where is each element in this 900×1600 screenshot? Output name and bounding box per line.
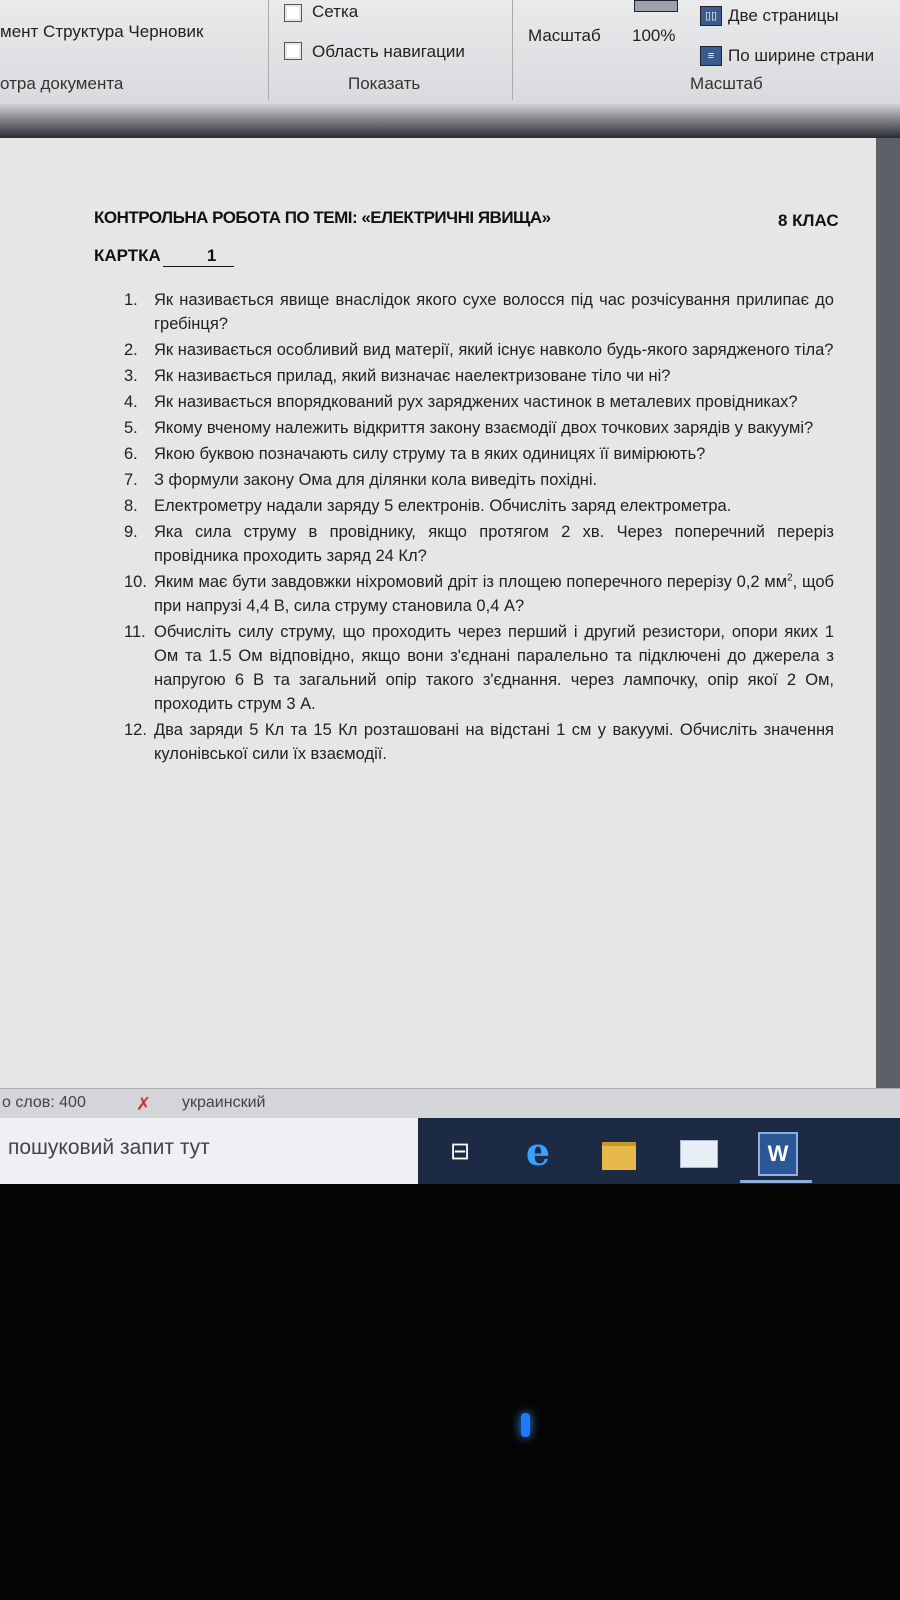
question-number: 8.	[124, 497, 138, 515]
superscript: 2	[787, 572, 793, 584]
ribbon-separator	[268, 0, 269, 100]
question-text: Якою буквою позначають силу струму та в яких одиницях її вимірюють?	[154, 445, 706, 463]
group-label-show: Показать	[348, 74, 421, 93]
question-item	[124, 620, 834, 716]
proofing-error-icon[interactable]: ✗	[136, 1094, 152, 1114]
one-page-icon[interactable]	[634, 0, 678, 12]
two-pages-icon: ▯▯	[700, 6, 722, 26]
power-led-indicator	[521, 1413, 530, 1437]
question-text: Як називається явище внаслідок якого сухе волосся під час розчісування прилипає до гребінця?	[154, 291, 834, 333]
question-text: Електрометру надали заряду 5 електронів. Обчисліть заряд електрометра.	[154, 497, 732, 515]
question-number: 5.	[124, 419, 138, 437]
question-text: Як називається особливий вид матерії, який існує навколо будь-якого зарядженого тіла?	[154, 341, 834, 359]
question-text: Якому вченому належить відкриття закону взаємодії двох точкових зарядів у вакуумі?	[154, 419, 814, 437]
file-explorer-icon[interactable]	[598, 1132, 638, 1172]
task-view-icon[interactable]: ⊟	[449, 1138, 471, 1165]
question-number: 4.	[124, 393, 138, 411]
question-item	[124, 494, 834, 518]
nav-pane-checkbox[interactable]	[284, 42, 302, 60]
question-item	[124, 390, 834, 414]
page-width-button[interactable]: По ширине страни	[728, 46, 875, 65]
question-item	[124, 364, 834, 388]
taskbar	[0, 1118, 900, 1184]
grade-label: 8 КЛАС	[778, 211, 839, 230]
status-bar	[0, 1088, 900, 1119]
ribbon	[0, 0, 900, 105]
active-app-indicator	[740, 1180, 812, 1183]
ribbon-separator	[512, 0, 513, 100]
question-item	[124, 468, 834, 492]
search-placeholder: пошуковий запит тут	[8, 1136, 210, 1159]
question-number: 1.	[124, 291, 138, 309]
question-number: 6.	[124, 445, 138, 463]
question-text: Яким має бути завдовжки ніхромовий дріт із площею поперечного перерізу 0,2 мм	[154, 573, 788, 591]
taskbar-search-box[interactable]	[0, 1118, 418, 1184]
edge-browser-icon[interactable]: e	[525, 1129, 551, 1174]
question-text: , щоб при напрузі 4,4 В, сила струму становила 0,4 А?	[154, 573, 834, 615]
question-item	[124, 338, 834, 362]
question-text: Два заряди 5 Кл та 15 Кл розташовані на відстані 1 см у вакуумі. Обчисліть значення кулонівської сили їх взаємодії.	[154, 721, 834, 763]
mail-icon[interactable]	[678, 1132, 718, 1172]
nav-pane-label[interactable]: Область навигации	[312, 42, 465, 61]
vertical-scrollbar[interactable]	[876, 138, 900, 1088]
question-list	[124, 288, 834, 768]
question-item	[124, 520, 834, 568]
grid-label[interactable]: Сетка	[312, 2, 359, 21]
document-page[interactable]	[0, 138, 876, 1088]
question-text: Яка сила струму в провіднику, якщо протягом 2 хв. Через поперечний переріз провідника проходить заряд 24 Кл?	[154, 523, 834, 565]
word-app-icon[interactable]: W	[758, 1132, 798, 1176]
question-item	[124, 442, 834, 466]
question-item	[124, 718, 834, 766]
ribbon-shadow	[0, 104, 900, 138]
question-item	[124, 288, 834, 336]
question-text: Як називається прилад, який визначає наелектризоване тіло чи ні?	[154, 367, 671, 385]
zoom-100-button[interactable]: 100%	[632, 26, 676, 45]
two-pages-button[interactable]: Две страницы	[728, 6, 839, 25]
document-title: КОНТРОЛЬНА РОБОТА ПО ТЕМІ: «ЕЛЕКТРИЧНІ ЯВИЩА»	[94, 208, 551, 227]
question-number: 10.	[124, 573, 147, 591]
card-number: 1	[163, 246, 234, 267]
page-width-icon: ≡	[700, 46, 722, 66]
question-text: Обчисліть силу струму, що проходить через перший і другий резистори, опори яких 1 Ом та 1.5 Ом відповідно, якщо вони з'єднані паралельно та підключені до джерела з напругою 6 В та загальний опір такого з'єднання. через лампочку, опір якої 2 Ом, проходить струм 3 А.	[154, 623, 834, 713]
word-count[interactable]: о слов: 400	[2, 1094, 86, 1111]
group-label-views: отра документа	[0, 74, 124, 93]
document-area	[0, 138, 876, 1088]
language-indicator[interactable]: украинский	[182, 1094, 266, 1111]
view-modes[interactable]: мент Структура Черновик	[0, 22, 204, 41]
grid-checkbox[interactable]	[284, 4, 302, 22]
question-number: 2.	[124, 341, 138, 359]
question-number: 3.	[124, 367, 138, 385]
question-number: 9.	[124, 523, 138, 541]
zoom-button[interactable]: Масштаб	[528, 26, 601, 45]
question-item	[124, 416, 834, 440]
question-number: 12.	[124, 721, 147, 739]
group-label-zoom: Масштаб	[690, 74, 763, 93]
card-label: КАРТКА	[94, 246, 161, 265]
question-number: 11.	[124, 623, 146, 641]
question-number: 7.	[124, 471, 138, 489]
card-line	[94, 246, 234, 267]
question-text: З формули закону Ома для ділянки кола виведіть похідні.	[154, 471, 598, 489]
question-item	[124, 570, 834, 618]
question-text: Як називається впорядкований рух заряджених частинок в металевих провідниках?	[154, 393, 798, 411]
